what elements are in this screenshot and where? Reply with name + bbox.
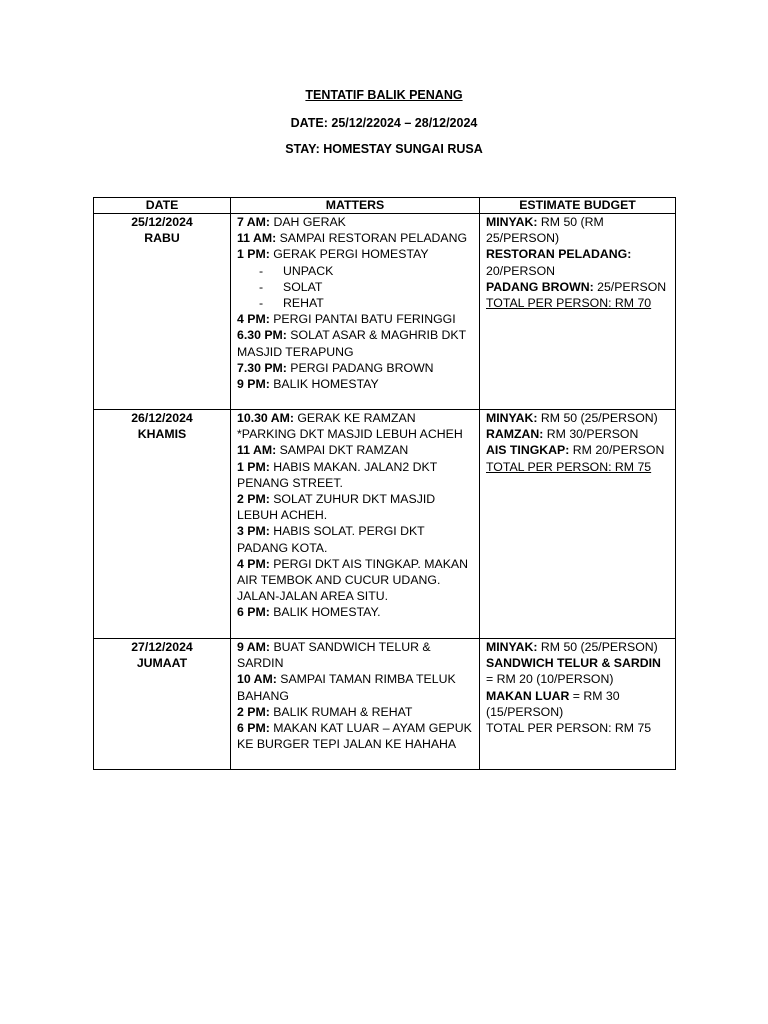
matter-item: 2 PM: BALIK RUMAH & REHAT xyxy=(237,704,413,719)
matter-item: 6 PM: BALIK HOMESTAY. xyxy=(237,605,381,620)
budget-item: PADANG BROWN: 25/PERSON xyxy=(486,279,667,294)
budget-item: AIS TINGKAP: RM 20/PERSON xyxy=(486,443,665,458)
header-matters: MATTERS xyxy=(231,198,480,214)
stay-location: STAY: HOMESTAY SUNGAI RUSA xyxy=(285,142,483,156)
header-date: DATE xyxy=(94,198,231,214)
budget-total: TOTAL PER PERSON: RM 75 xyxy=(486,459,652,474)
matter-item: 11 AM: SAMPAI RESTORAN PELADANG xyxy=(237,231,468,246)
sub-item: - SOLAT xyxy=(259,279,323,294)
table-header-row xyxy=(94,198,676,214)
budget-item: SANDWICH TELUR & SARDIN = RM 20 (10/PERSON) xyxy=(486,656,661,687)
matter-item: 1 PM: HABIS MAKAN. JALAN2 DKT PENANG STREET. xyxy=(237,459,437,490)
sub-item: - REHAT xyxy=(259,296,324,311)
date-value: 25/12/2024 xyxy=(131,215,193,229)
budget-item: RESTORAN PELADANG: 20/PERSON xyxy=(486,247,632,278)
day-value: JUMAAT xyxy=(136,656,188,671)
header-budget: ESTIMATE BUDGET xyxy=(480,198,676,214)
date-cell xyxy=(94,639,231,770)
budget-total: TOTAL PER PERSON: RM 70 xyxy=(486,296,652,311)
date-value: 27/12/2024 xyxy=(131,640,193,654)
budget-item: MINYAK: RM 50 (25/PERSON) xyxy=(486,640,658,654)
matter-item: 10.30 AM: GERAK KE RAMZAN xyxy=(237,411,416,425)
matters-cell xyxy=(231,214,480,410)
matter-item: 9 PM: BALIK HOMESTAY xyxy=(237,377,379,392)
table-row xyxy=(94,639,676,770)
itinerary-table xyxy=(93,197,676,770)
day-value: KHAMIS xyxy=(137,427,187,442)
document-title: TENTATIF BALIK PENANG xyxy=(305,88,463,102)
sub-item: - UNPACK xyxy=(259,263,334,278)
matter-item: 9 AM: BUAT SANDWICH TELUR & SARDIN xyxy=(237,640,431,671)
matter-item: *PARKING DKT MASJID LEBUH ACHEH xyxy=(237,427,463,442)
matter-item: 2 PM: SOLAT ZUHUR DKT MASJID LEBUH ACHEH. xyxy=(237,492,436,523)
budget-cell xyxy=(480,214,676,410)
budget-total: TOTAL PER PERSON: RM 75 xyxy=(486,721,652,736)
matters-cell xyxy=(231,410,480,639)
matter-item: 3 PM: HABIS SOLAT. PERGI DKT PADANG KOTA. xyxy=(237,524,425,555)
table-row xyxy=(94,410,676,639)
date-cell xyxy=(94,214,231,410)
budget-item: MINYAK: RM 50 (RM 25/PERSON) xyxy=(486,215,604,246)
table-row xyxy=(94,214,676,410)
matter-item: 10 AM: SAMPAI TAMAN RIMBA TELUK BAHANG xyxy=(237,672,456,703)
budget-item: MINYAK: RM 50 (25/PERSON) xyxy=(486,411,658,425)
matter-item: 7.30 PM: PERGI PADANG BROWN xyxy=(237,360,434,375)
matter-item: 4 PM: PERGI DKT AIS TINGKAP. MAKAN AIR TEMBOK AND CUCUR UDANG. JALAN-JALAN AREA SITU. xyxy=(237,556,468,604)
matter-item: 11 AM: SAMPAI DKT RAMZAN xyxy=(237,443,409,458)
budget-cell xyxy=(480,410,676,639)
budget-item: MAKAN LUAR = RM 30 (15/PERSON) xyxy=(486,688,620,719)
date-value: 26/12/2024 xyxy=(131,411,193,425)
budget-cell xyxy=(480,639,676,770)
matters-cell xyxy=(231,639,480,770)
day-value: RABU xyxy=(144,231,180,246)
date-cell xyxy=(94,410,231,639)
matter-item: 7 AM: DAH GERAK xyxy=(237,215,346,229)
matter-item: 4 PM: PERGI PANTAI BATU FERINGGI xyxy=(237,312,456,327)
matter-item: 6 PM: MAKAN KAT LUAR – AYAM GEPUK KE BURGER TEPI JALAN KE HAHAHA xyxy=(237,721,472,752)
date-range: DATE: 25/12/22024 – 28/12/2024 xyxy=(290,116,478,130)
matter-item: 6.30 PM: SOLAT ASAR & MAGHRIB DKT MASJID TERAPUNG xyxy=(237,328,466,359)
budget-item: RAMZAN: RM 30/PERSON xyxy=(486,427,639,442)
matter-item: 1 PM: GERAK PERGI HOMESTAY xyxy=(237,247,429,262)
